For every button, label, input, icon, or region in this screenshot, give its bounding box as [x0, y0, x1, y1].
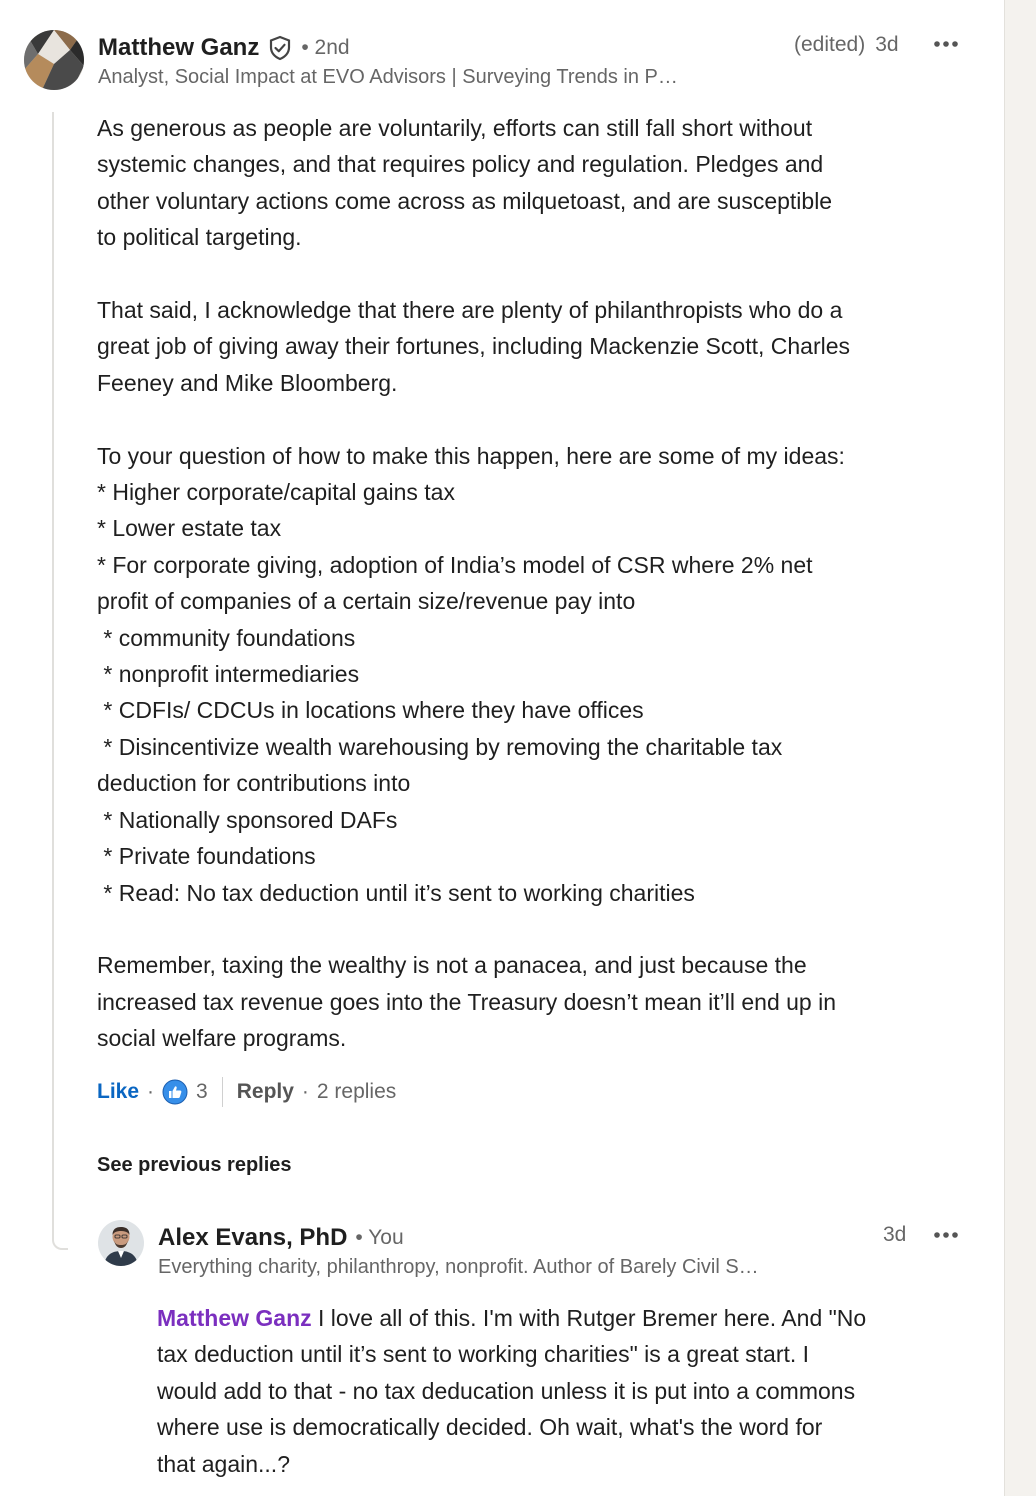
author-name[interactable]: Matthew Ganz	[98, 34, 260, 61]
shield-check-icon	[267, 35, 293, 61]
reply-time: 3d	[883, 1223, 907, 1246]
comment-paragraph: That said, I acknowledge that there are plenty of philanthropists who do a great job of giving away their fortunes, including Mackenzie Scott, Charles Feeney and Mike Bloomberg.	[97, 297, 851, 396]
comment-time: 3d	[875, 33, 899, 56]
edited-label: (edited)	[794, 33, 866, 56]
reply-author-name[interactable]: Alex Evans, PhD	[158, 1224, 348, 1251]
right-rail	[1004, 0, 1036, 1496]
avatar[interactable]	[24, 30, 84, 90]
thread-line	[52, 112, 68, 1250]
separator-dot: ·	[301, 1080, 309, 1103]
reply-paragraph	[157, 1300, 987, 1482]
like-button[interactable]: Like	[97, 1080, 140, 1103]
reply-author-headline: Everything charity, philanthropy, nonprofit. Author of Barely Civil S…	[158, 1256, 759, 1278]
reaction-count[interactable]: 3	[196, 1080, 208, 1103]
replies-count[interactable]: 2 replies	[316, 1080, 397, 1103]
reply-avatar[interactable]	[98, 1220, 144, 1266]
comment-paragraph: As generous as people are voluntarily, efforts can still fall short without systemic changes, and that requires policy and regulation. Pledges and other voluntary actions come across as milquetoast, and are susceptible to political targeting.	[97, 115, 833, 251]
reply-body	[157, 1300, 987, 1482]
reply-text: I love all of this. I'm with Rutger Bremer here. And "No tax deduction until it’s sent to working charities" is a great start. I would add to that - no tax deducation unless it is put into a commons where use is democratically decided. Oh wait, what's the word for that again...?	[157, 1305, 867, 1477]
comment-paragraph: To your question of how to make this happen, here are some of my ideas: * Higher corporate/capital gains tax * Lower estate tax * For corporate giving, adoption of India’s model of CSR where 2% net profit of companies of a certain size/revenue pay into * community foundations * nonprofit intermediaries * CDFIs/ CDCUs in locations where they have offices * Disincentivize wealth warehousing by removing the charitable tax deduction for contributions into * Nationally sponsored DAFs * Private foundations * Read: No tax deduction until it’s sent to working charities	[97, 442, 845, 906]
see-previous-replies-link[interactable]: See previous replies	[97, 1154, 292, 1176]
like-reaction-icon[interactable]	[162, 1079, 188, 1105]
comment-body	[97, 110, 987, 1057]
more-options-icon[interactable]	[931, 29, 961, 59]
reply-more-options-icon[interactable]	[931, 1220, 961, 1250]
comment-meta	[794, 30, 899, 60]
reply-meta	[883, 1220, 906, 1250]
action-divider	[222, 1077, 223, 1107]
reply-author-row	[158, 1220, 404, 1256]
you-label: • You	[355, 1226, 404, 1249]
connection-degree: • 2nd	[301, 36, 350, 59]
comment-actions	[97, 1074, 396, 1110]
reply-button[interactable]: Reply	[236, 1080, 294, 1103]
comment-paragraph: Remember, taxing the wealthy is not a panacea, and just because the increased tax revenue goes into the Treasury doesn’t mean it’ll end up in social welfare programs.	[97, 952, 836, 1052]
comment-author-row	[98, 30, 350, 66]
mention-link[interactable]: Matthew Ganz	[157, 1305, 312, 1331]
author-headline: Analyst, Social Impact at EVO Advisors | Surveying Trends in P…	[98, 66, 678, 88]
separator-dot: ·	[147, 1080, 155, 1103]
